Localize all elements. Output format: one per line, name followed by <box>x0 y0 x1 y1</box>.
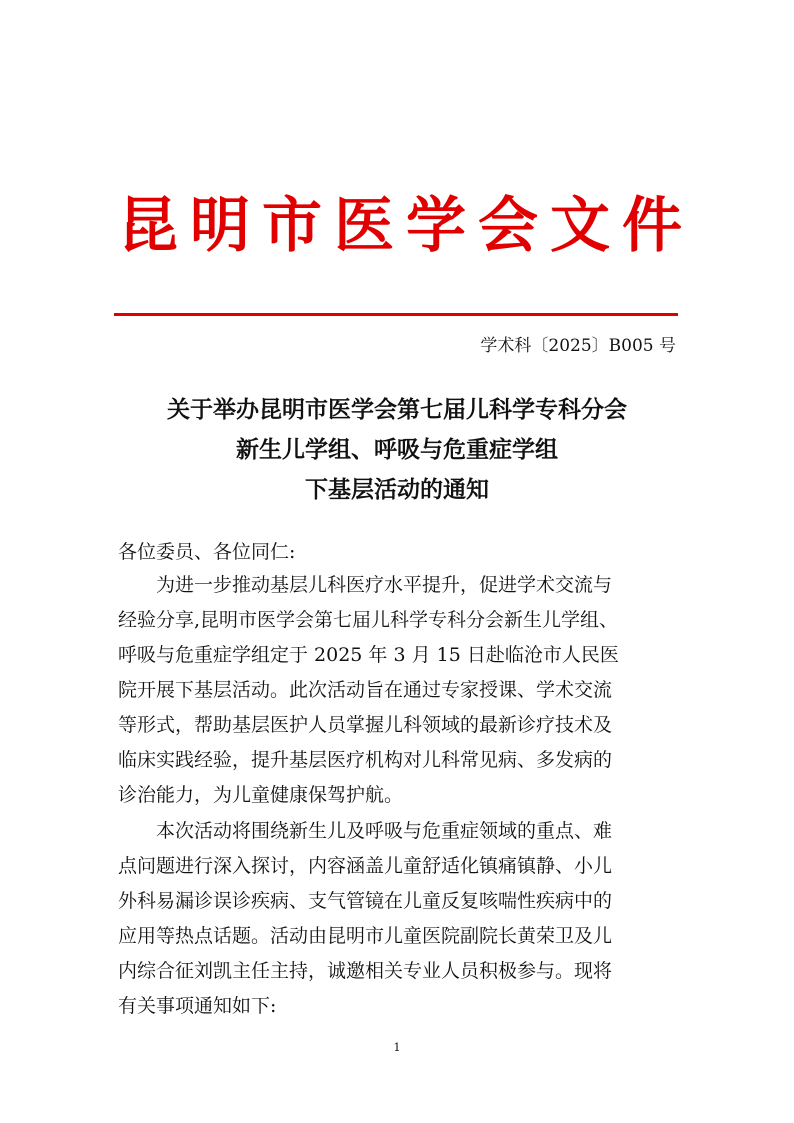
paragraph-line: 应用等热点话题。活动由昆明市儿童医院副院长黄荣卫及儿 <box>118 925 613 947</box>
paragraph-line: 有关事项通知如下: <box>118 995 277 1017</box>
paragraph-line: 诊治能力，为儿童健康保驾护航。 <box>118 784 404 806</box>
paragraph-line: 呼吸与危重症学组定于 2025 年 3 月 15 日赴临沧市人民医 <box>118 644 619 666</box>
notice-title-line-3: 下基层活动的通知 <box>305 476 489 503</box>
paragraph-line: 等形式，帮助基层医护人员掌握儿科领域的最新诊疗技术及 <box>118 714 613 736</box>
paragraph-line: 内综合征刘凯主任主持，诚邀相关专业人员积极参与。现将 <box>118 960 613 982</box>
header-red-divider <box>114 313 678 316</box>
paragraph-line: 本次活动将围绕新生儿及呼吸与危重症领域的重点、难 <box>118 820 613 842</box>
paragraph-line: 为进一步推动基层儿科医疗水平提升，促进学术交流与 <box>118 574 613 596</box>
paragraph-line: 外科易漏诊误诊疾病、支气管镜在儿童反复咳喘性疾病中的 <box>118 890 613 912</box>
salutation: 各位委员、各位同仁: <box>118 541 296 563</box>
notice-title-line-2: 新生儿学组、呼吸与危重症学组 <box>236 436 558 463</box>
paragraph-line: 点问题进行深入探讨，内容涵盖儿童舒适化镇痛镇静、小儿 <box>118 855 613 877</box>
notice-title-line-1: 关于举办昆明市医学会第七届儿科学专科分会 <box>167 396 627 423</box>
page-number: 1 <box>393 1041 401 1054</box>
paragraph-line: 临床实践经验，提升基层医疗机构对儿科常见病、多发病的 <box>118 749 613 771</box>
body-paragraph-1 <box>118 568 678 813</box>
paragraph-line: 院开展下基层活动。此次活动旨在通过专家授课、学术交流 <box>118 679 613 701</box>
notice-title <box>110 390 684 510</box>
paragraph-line: 经验分享,昆明市医学会第七届儿科学专科分会新生儿学组、 <box>118 609 619 631</box>
document-header-title: 昆明市医学会文件 <box>118 191 694 261</box>
body-paragraph-2 <box>118 814 678 1024</box>
document-number: 学术科〔2025〕B005 号 <box>480 336 676 356</box>
